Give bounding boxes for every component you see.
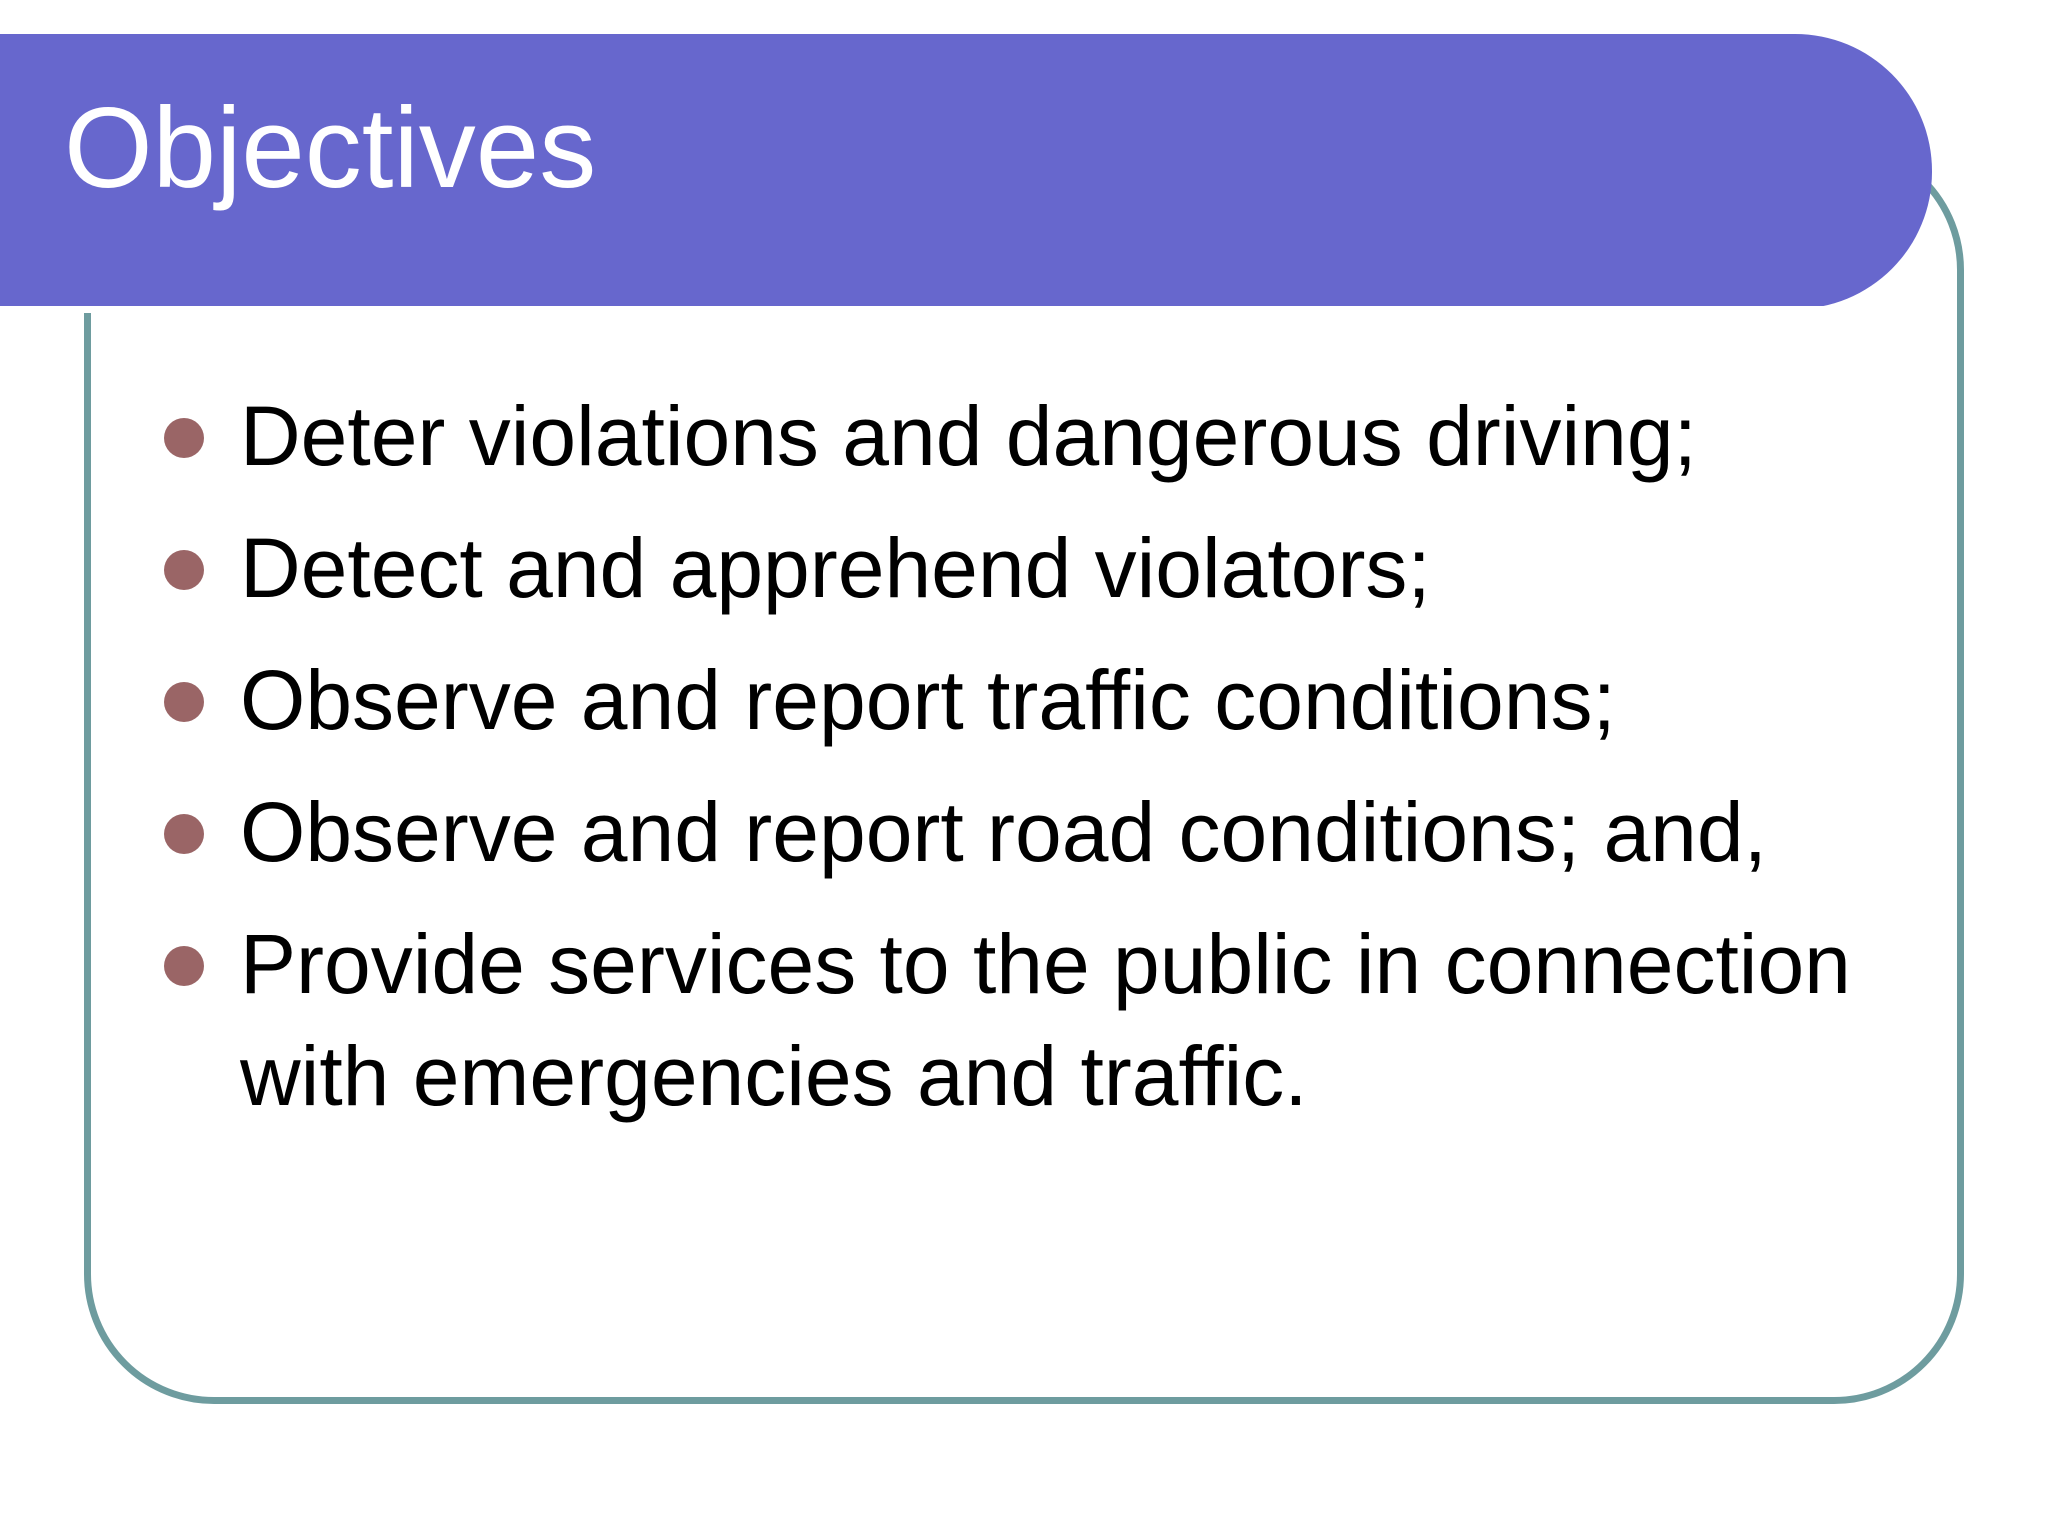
bullet-dot-icon: [164, 946, 204, 986]
bullet-dot-icon: [164, 550, 204, 590]
bullet-dot-icon: [164, 682, 204, 722]
bullet-item: [160, 908, 1920, 1132]
title-underline: [0, 306, 1832, 313]
bullet-text: Observe and report traffic conditions;: [240, 653, 1616, 747]
bullet-text: Deter violations and dangerous driving;: [240, 389, 1697, 483]
bullet-item: [160, 380, 1920, 492]
bullet-item: [160, 776, 1920, 888]
bullet-dot-icon: [164, 814, 204, 854]
bullet-item: [160, 512, 1920, 624]
bullet-text: Detect and apprehend violators;: [240, 521, 1431, 615]
bullet-text: Observe and report road conditions; and,: [240, 785, 1767, 879]
bullet-item: [160, 644, 1920, 756]
slide-title: Objectives: [64, 85, 597, 212]
bullet-dot-icon: [164, 418, 204, 458]
bullet-text: Provide services to the public in connection with emergencies and traffic.: [240, 917, 1851, 1123]
bullet-list: [160, 380, 1920, 1152]
